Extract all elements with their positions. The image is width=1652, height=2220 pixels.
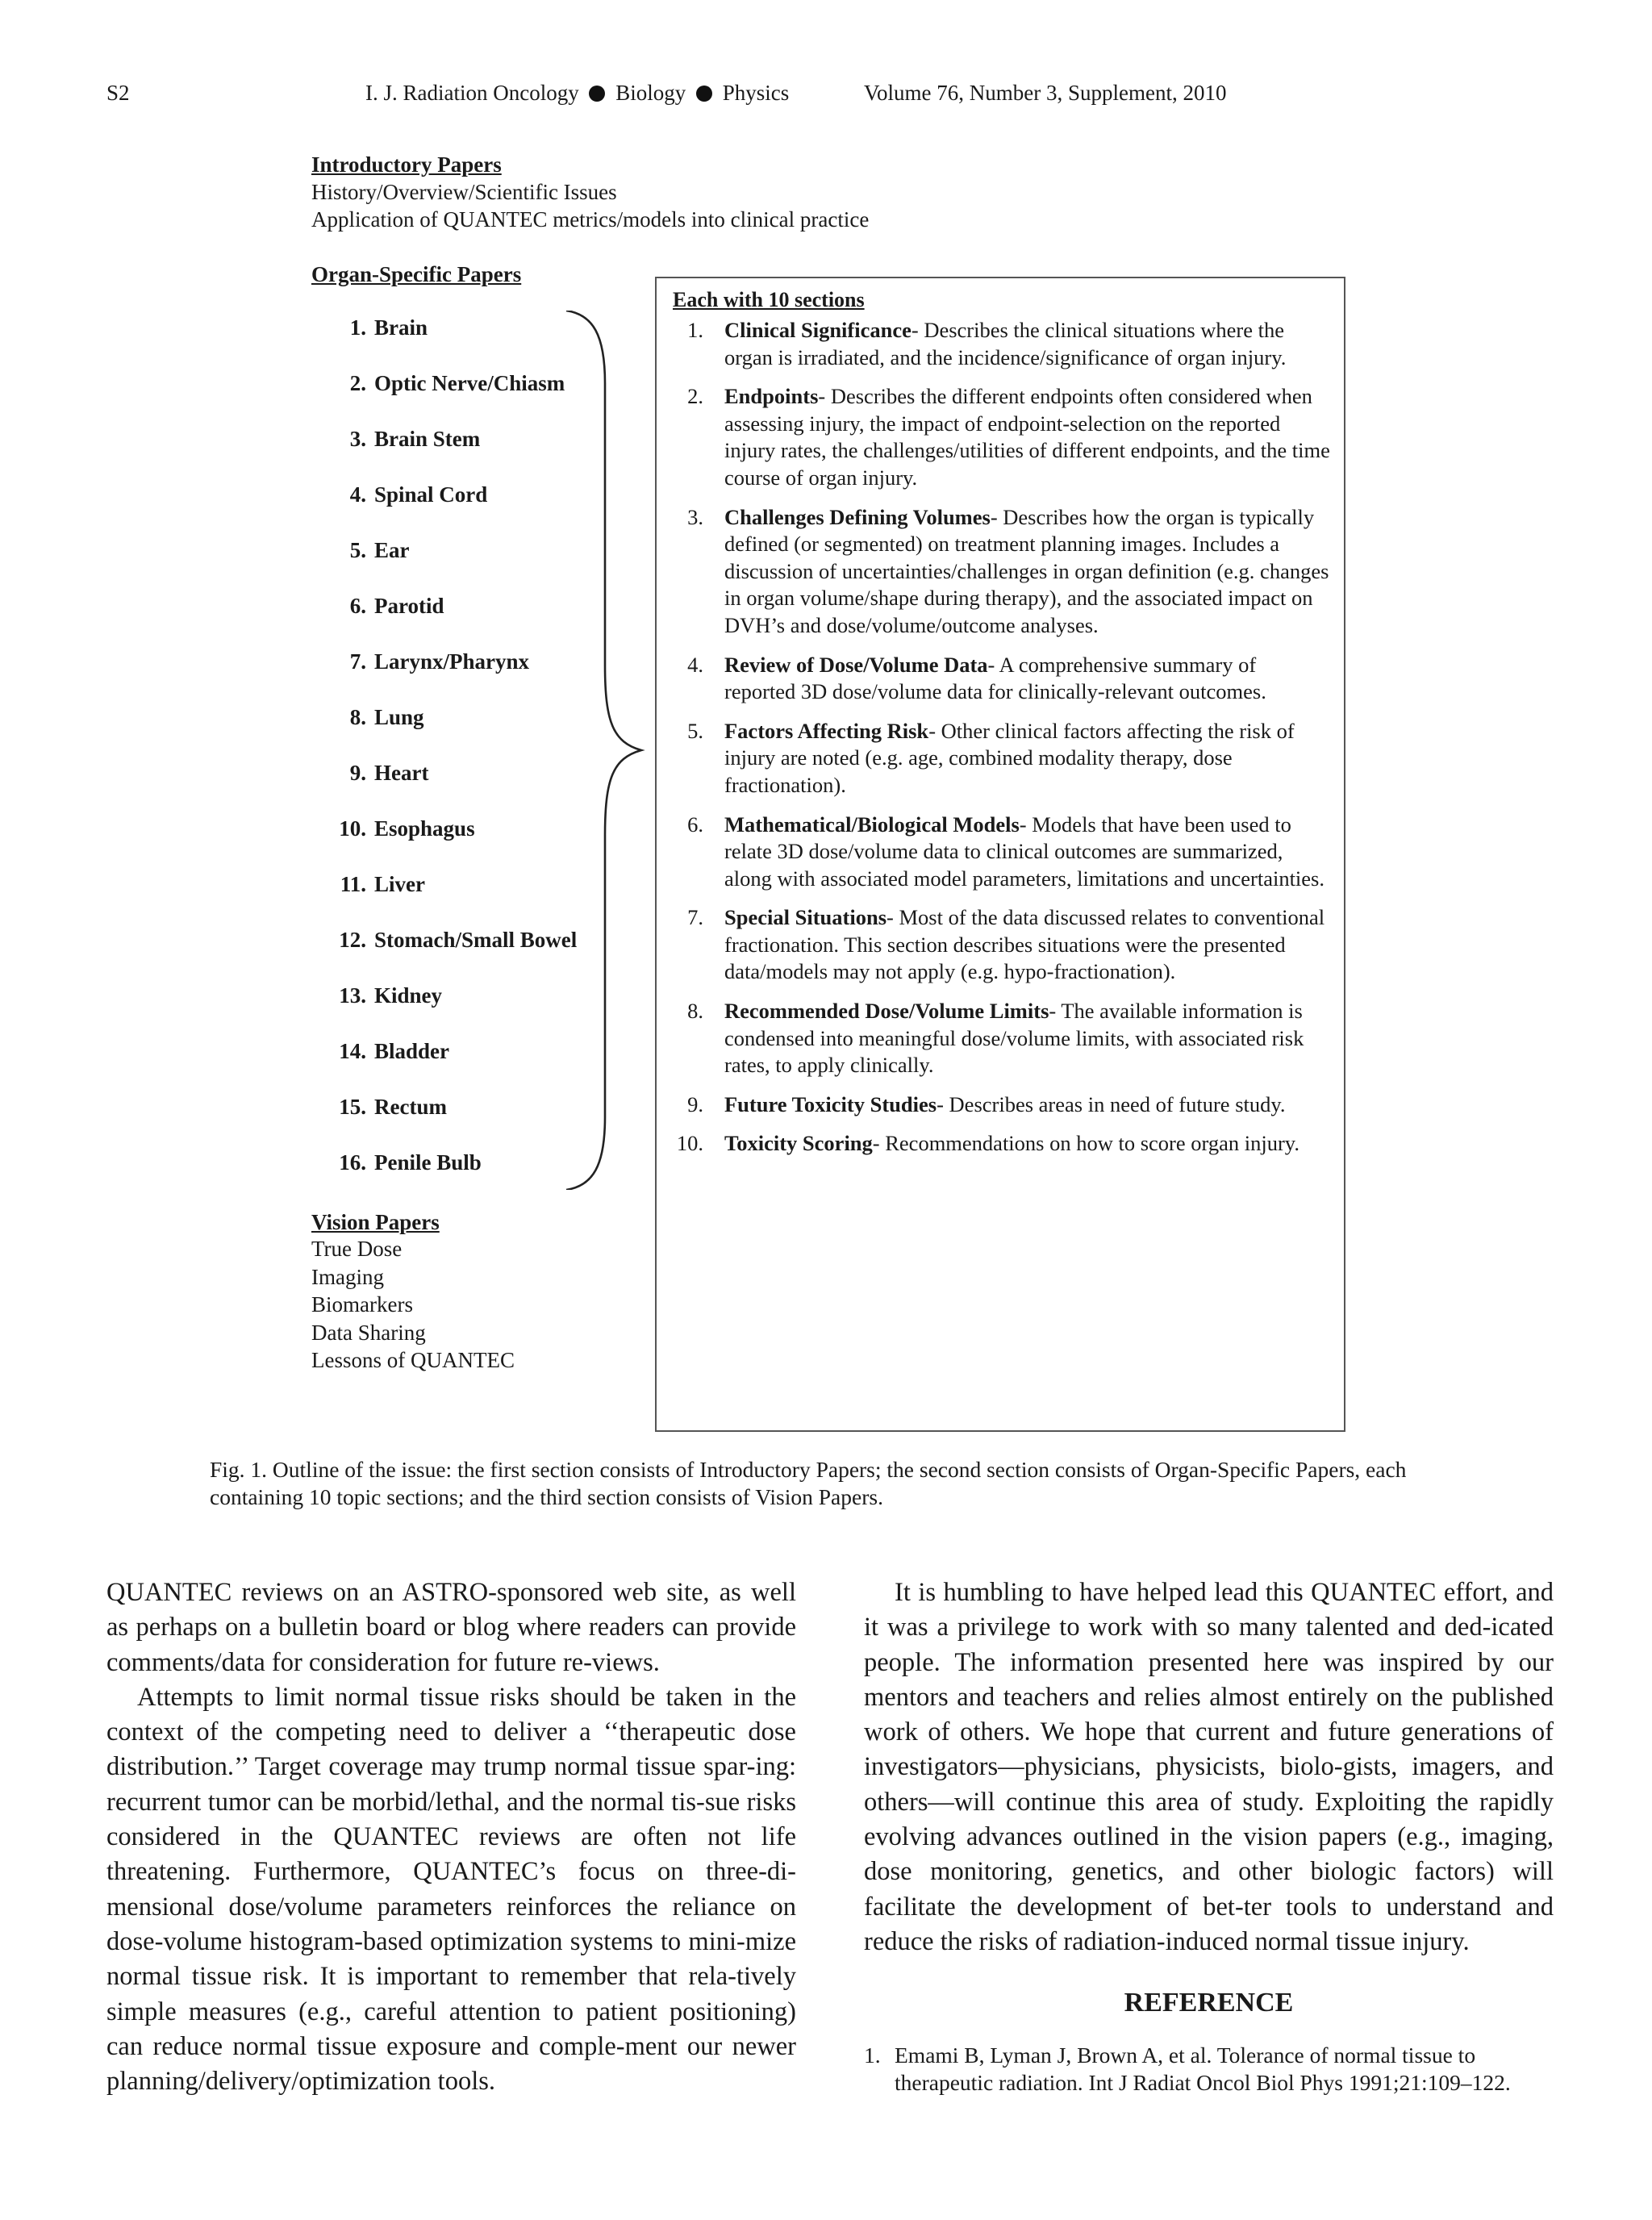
organ-label: Ear [374, 538, 410, 562]
organ-list-item [311, 816, 577, 872]
topic-name: Factors Affecting Risk [724, 718, 929, 743]
topic-item [671, 998, 1333, 1079]
reference-text: Emami B, Lyman J, Brown A, et al. Tolerance of normal tissue to therapeutic radiation. Int J Radiat Oncol Biol Phys 1991;21:109–122. [895, 2042, 1511, 2095]
reference-item [864, 2042, 1554, 2097]
organ-label: Brain Stem [374, 427, 481, 451]
organ-label: Rectum [374, 1095, 447, 1119]
vision-papers-block [311, 1210, 515, 1375]
topic-description: - Describes the clinical situations where the organ is irradiated, and the incidence/significance of organ injury. [724, 318, 1287, 369]
organ-list-item [311, 482, 577, 538]
body-left-column [106, 1575, 796, 2099]
topic-description: - Most of the data discussed relates to conventional fractionation. This section describes situations were the presented data/models may not apply (e.g. hypo-fractionation). [724, 905, 1325, 984]
organ-number: 9. [349, 761, 366, 785]
organ-list-item [311, 705, 577, 761]
organ-list-item [311, 1095, 577, 1150]
topic-list [671, 317, 1333, 1170]
volume-info: Volume 76, Number 3, Supplement, 2010 [864, 81, 1227, 105]
organ-number: 10. [339, 816, 366, 841]
organ-number: 1. [349, 315, 366, 340]
topic-number: 4. [687, 652, 703, 677]
topic-name: Special Situations [724, 905, 887, 930]
topic-description: - The available information is condensed into meaningful dose/volume limits, with associated risk rates, to apply clinically. [724, 999, 1304, 1078]
topic-name: Endpoints [724, 384, 819, 409]
topic-number: 8. [687, 999, 703, 1024]
topic-number: 10. [676, 1131, 703, 1156]
introductory-papers-title: Introductory Papers [311, 152, 502, 177]
organ-number: 2. [349, 371, 366, 395]
topic-item [671, 1091, 1333, 1119]
topic-description: - Describes the different endpoints often considered when assessing injury, the impact of endpoint-selection on the reported injury rates, the challenges/utilities of different endpoints, and the time course of organ injury. [724, 384, 1330, 490]
page-number: S2 [106, 81, 130, 105]
topic-number: 5. [687, 718, 703, 743]
introductory-papers-block [311, 151, 869, 233]
topic-item [671, 812, 1333, 893]
reference-list [864, 2042, 1554, 2097]
vision-list [311, 1235, 515, 1375]
topic-name: Recommended Dose/Volume Limits [724, 999, 1049, 1024]
topic-item [671, 504, 1333, 640]
topic-name: Challenges Defining Volumes [724, 504, 991, 529]
topic-description: - Other clinical factors affecting the risk of injury are noted (e.g. age, combined modality therapy, dose fractionation). [724, 718, 1295, 797]
organ-list-item [311, 594, 577, 649]
organ-label: Penile Bulb [374, 1150, 482, 1175]
organ-number: 14. [339, 1039, 366, 1063]
organ-number: 12. [339, 928, 366, 952]
topic-item [671, 718, 1333, 799]
organ-label: Stomach/Small Bowel [374, 928, 578, 952]
organ-number: 4. [349, 482, 366, 507]
organ-label: Kidney [374, 983, 443, 1008]
organ-specific-papers-title: Organ-Specific Papers [311, 262, 522, 286]
organ-number: 3. [349, 427, 366, 451]
topic-number: 6. [687, 812, 703, 837]
organ-label: Bladder [374, 1039, 450, 1063]
vision-papers-title: Vision Papers [311, 1210, 440, 1234]
organ-list-item [311, 315, 577, 371]
topic-description: - Describes how the organ is typically defined (or segmented) on treatment planning images. Includes a discussion of uncertainties/challenges in organ definition (e.g. changes in organ volume/shape during therapy), and the associated impact on DVH’s and dose/volume/outcome analyses. [724, 504, 1329, 637]
journal-part: Physics [722, 81, 790, 105]
reference-heading: REFERENCE [1124, 1988, 1294, 2018]
organ-label: Esophagus [374, 816, 475, 841]
sections-box-title: Each with 10 sections [673, 288, 865, 311]
organ-list-item [311, 427, 577, 482]
organ-list-item [311, 1039, 577, 1095]
journal-name [365, 81, 789, 106]
running-header [0, 81, 1652, 113]
organ-list-item [311, 371, 577, 427]
intro-line: Application of QUANTEC metrics/models into clinical practice [311, 207, 870, 232]
topic-number: 7. [687, 905, 703, 930]
organ-label: Optic Nerve/Chiasm [374, 371, 565, 395]
topic-name: Review of Dose/Volume Data [724, 652, 988, 677]
topic-number: 3. [687, 504, 703, 529]
topic-number: 2. [687, 384, 703, 409]
organ-number: 16. [339, 1150, 366, 1175]
organ-list-item [311, 538, 577, 594]
topic-description: - Recommendations on how to score organ injury. [872, 1131, 1299, 1156]
organ-number: 6. [349, 594, 366, 618]
organ-label: Parotid [374, 594, 444, 618]
organ-list-item [311, 761, 577, 816]
vision-list-item: Data Sharing [311, 1320, 426, 1345]
organ-list-item [311, 649, 577, 705]
organ-label: Brain [374, 315, 428, 340]
organ-list-item [311, 1150, 577, 1206]
vision-list-item: Imaging [311, 1264, 384, 1289]
topic-item [671, 652, 1333, 706]
vision-list-item: Lessons of QUANTEC [311, 1348, 515, 1372]
organ-list-item [311, 983, 577, 1039]
intro-line: History/Overview/Scientific Issues [311, 180, 617, 204]
organ-number: 13. [339, 983, 366, 1008]
organ-number: 5. [349, 538, 366, 562]
body-paragraph: QUANTEC reviews on an ASTRO-sponsored web site, as well as perhaps on a bulletin board or blog where readers can provide comments/data for consideration for future re-views. [106, 1578, 796, 1677]
body-paragraph: Attempts to limit normal tissue risks should be taken in the context of the competing need to deliver a ‘‘therapeutic dose distribution.’’ Target coverage may trump normal tissue spar-ing: recurrent tumor can be morbid/lethal, and the normal tis-sue risks considered in the QUANTEC reviews are often not life threatening. Furthermore, QUANTEC’s focus on three-di-mensional dose/volume parameters reinforces the reliance on dose-volume histogram-based optimization systems to mini-mize normal tissue risk. It is important to remember that rela-tively simple measures (e.g., careful attention to patient positioning) can reduce normal tissue exposure and comple-ment our newer planning/delivery/optimization tools. [106, 1682, 796, 2097]
sections-box [655, 277, 1345, 1432]
figure-caption: Fig. 1. Outline of the issue: the first section consists of Introductory Papers; the second section consists of Organ-Specific Papers, each containing 10 topic sections; and the third section consists of Vision Papers. [210, 1457, 1407, 1509]
organ-number: 8. [349, 705, 366, 729]
reference-number: 1. [864, 2042, 881, 2068]
topic-item [671, 904, 1333, 986]
journal-part: Biology [615, 81, 686, 105]
topic-description: - Models that have been used to relate 3D dose/volume data to clinical outcomes are summarized, along with associated model parameters, limitations and uncertainties. [724, 812, 1325, 891]
organ-number: 11. [340, 872, 366, 896]
topic-item [671, 383, 1333, 491]
organ-label: Larynx/Pharynx [374, 649, 530, 674]
organ-label: Lung [374, 705, 424, 729]
vision-list-item: Biomarkers [311, 1292, 413, 1317]
topic-name: Clinical Significance [724, 318, 912, 342]
topic-item [671, 1130, 1333, 1158]
organ-list-item [311, 928, 577, 983]
journal-part: I. J. Radiation Oncology [365, 81, 579, 105]
organ-list [311, 315, 577, 1206]
organ-list-item [311, 872, 577, 928]
topic-number: 9. [687, 1091, 703, 1116]
bullet-dot-icon [589, 86, 605, 102]
bullet-dot-icon [696, 86, 712, 102]
organ-number: 7. [349, 649, 366, 674]
organ-label: Heart [374, 761, 429, 785]
body-paragraph: It is humbling to have helped lead this QUANTEC effort, and it was a privilege to work with so many talented and ded-icated people. The information presented here was inspired by our mentors and teachers and relies almost entirely on the published work of others. We hope that current and future generations of investigators—physicians, physicists, biolo-gists, imagers, and others—will continue this area of study. Exploiting the rapidly evolving advances outlined in the vision papers (e.g., imaging, dose monitoring, genetics, and other biologic factors) will facilitate the development of bet-ter tools to understand and reduce the risks of radiation-induced normal tissue injury. [864, 1578, 1554, 1956]
topic-number: 1. [687, 318, 703, 342]
curly-brace-icon [557, 311, 645, 1190]
organ-label: Spinal Cord [374, 482, 488, 507]
topic-name: Future Toxicity Studies [724, 1091, 937, 1116]
body-right-column [864, 1575, 1554, 2097]
organ-label: Liver [374, 872, 425, 896]
topic-item [671, 317, 1333, 371]
organ-number: 15. [339, 1095, 366, 1119]
topic-name: Toxicity Scoring [724, 1131, 873, 1156]
topic-description: - A comprehensive summary of reported 3D dose/volume data for clinically-relevant outcomes. [724, 652, 1266, 704]
topic-description: - Describes areas in need of future study. [937, 1091, 1286, 1116]
topic-name: Mathematical/Biological Models [724, 812, 1020, 837]
vision-list-item: True Dose [311, 1237, 403, 1261]
